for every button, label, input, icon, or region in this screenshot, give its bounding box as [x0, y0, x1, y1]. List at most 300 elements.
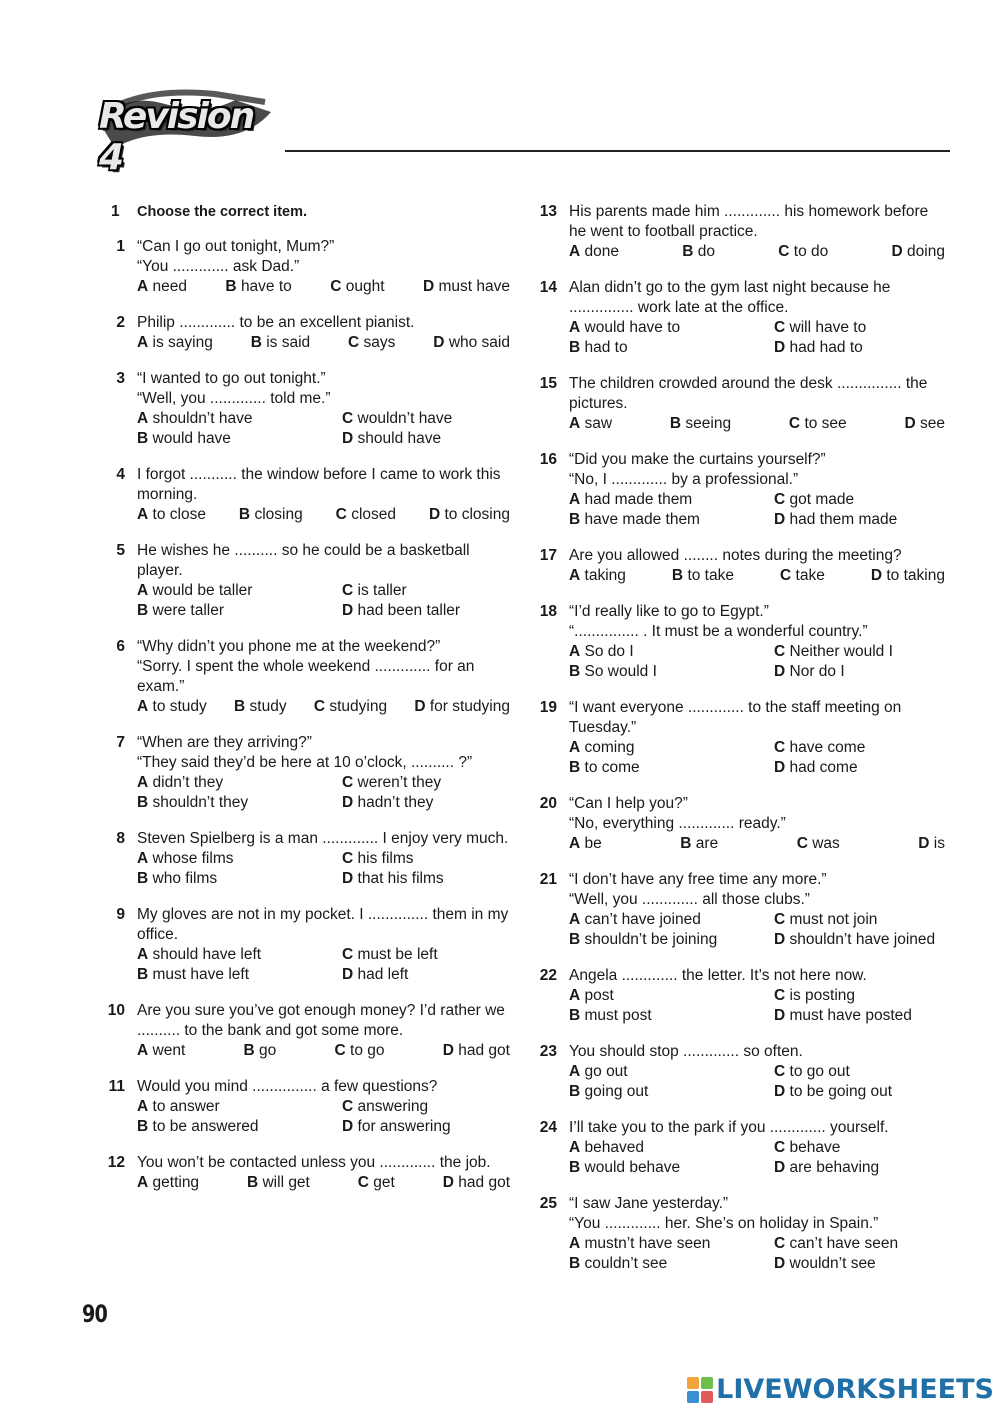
- option-text: must post: [584, 1007, 652, 1024]
- option-letter: B: [243, 1042, 255, 1059]
- option-text: should have: [357, 430, 442, 447]
- option-text: is said: [266, 334, 311, 351]
- option-b[interactable]: [569, 1158, 774, 1178]
- question-number: 16: [539, 451, 557, 468]
- option-d[interactable]: [774, 510, 945, 530]
- option-letter: A: [569, 911, 581, 928]
- option-b[interactable]: [234, 697, 287, 717]
- question-number: 19: [539, 699, 557, 716]
- question-body: [569, 966, 945, 1026]
- option-a[interactable]: [569, 738, 774, 758]
- option-c[interactable]: [335, 1041, 385, 1061]
- option-letter: D: [342, 966, 354, 983]
- option-text: had them made: [789, 511, 898, 528]
- option-letter: A: [137, 582, 149, 599]
- option-letter: B: [671, 567, 684, 584]
- option-letter: C: [342, 850, 354, 867]
- option-text: to do: [793, 243, 829, 260]
- option-letter: D: [774, 1007, 786, 1024]
- option-b[interactable]: [569, 662, 774, 682]
- option-text: to be answered: [152, 1118, 259, 1135]
- option-c[interactable]: [330, 277, 384, 297]
- option-a[interactable]: [569, 490, 774, 510]
- option-letter: B: [569, 339, 581, 356]
- option-a[interactable]: [569, 242, 619, 262]
- option-letter: D: [342, 430, 354, 447]
- right-column: [537, 202, 945, 1290]
- option-b[interactable]: [244, 1041, 277, 1061]
- option-d[interactable]: [892, 242, 945, 262]
- question-stem: “When are they arriving?” “They said they’d be here at 10 o’clock, .......... ?”: [137, 734, 473, 771]
- answer-options: [569, 318, 945, 358]
- option-letter: A: [137, 334, 149, 351]
- option-d[interactable]: [342, 429, 510, 449]
- option-a[interactable]: [137, 773, 342, 793]
- answer-options: [137, 697, 510, 717]
- question-stem: “Why didn’t you phone me at the weekend?” “Sorry. I spent the whole weekend ............. for an exam.”: [137, 638, 475, 695]
- option-letter: C: [334, 1042, 346, 1059]
- option-text: would be taller: [152, 582, 253, 599]
- option-letter: C: [788, 415, 801, 432]
- option-text: will get: [262, 1174, 310, 1191]
- question-stem: “I wanted to go out tonight.” “Well, you ............. told me.”: [137, 370, 331, 407]
- option-letter: A: [569, 319, 581, 336]
- option-letter: A: [137, 410, 149, 427]
- question-stem: He wishes he .......... so he could be a basketball player.: [137, 542, 474, 579]
- option-c[interactable]: [780, 566, 825, 586]
- option-text: were taller: [152, 602, 225, 619]
- answer-options: [137, 945, 510, 985]
- option-text: going out: [584, 1083, 649, 1100]
- option-b[interactable]: [225, 277, 291, 297]
- question-number: 18: [539, 603, 557, 620]
- option-c[interactable]: [342, 773, 510, 793]
- option-b[interactable]: [569, 1254, 774, 1274]
- option-c[interactable]: [774, 1138, 945, 1158]
- option-a[interactable]: [137, 581, 342, 601]
- option-text: is: [933, 835, 945, 852]
- option-a[interactable]: [569, 834, 602, 854]
- option-text: shouldn’t have: [152, 410, 253, 427]
- option-letter: C: [774, 491, 786, 508]
- option-c[interactable]: [348, 333, 395, 353]
- question-24: [537, 1118, 945, 1178]
- option-letter: C: [342, 774, 354, 791]
- option-d[interactable]: [774, 338, 945, 358]
- option-text: should have left: [152, 946, 262, 963]
- option-text: will have to: [789, 319, 867, 336]
- question-1: [105, 237, 510, 297]
- option-a[interactable]: [137, 505, 206, 525]
- option-letter: C: [780, 567, 792, 584]
- option-letter: D: [442, 1174, 454, 1191]
- option-d[interactable]: [443, 1041, 510, 1061]
- question-9: [105, 905, 513, 985]
- option-letter: B: [137, 602, 149, 619]
- option-letter: B: [137, 794, 149, 811]
- option-b[interactable]: [569, 510, 774, 530]
- instruction-number: 1: [111, 203, 120, 220]
- question-stem: “I don’t have any free time any more.” “Well, you ............. all those clubs.”: [569, 871, 827, 908]
- option-c[interactable]: [774, 642, 945, 662]
- option-letter: B: [225, 278, 237, 295]
- option-a[interactable]: [137, 849, 342, 869]
- option-text: is taller: [357, 582, 407, 599]
- question-stem: The children crowded around the desk ............... the pictures.: [569, 375, 932, 412]
- option-a[interactable]: [569, 318, 774, 338]
- option-text: had been taller: [357, 602, 461, 619]
- question-7: [105, 733, 510, 813]
- option-text: to close: [152, 506, 206, 523]
- answer-options: [569, 738, 945, 778]
- option-d[interactable]: [342, 965, 510, 985]
- option-a[interactable]: [137, 1173, 199, 1193]
- option-letter: C: [335, 506, 347, 523]
- question-stem: “I saw Jane yesterday.” “You ............. her. She’s on holiday in Spain.”: [569, 1195, 879, 1232]
- option-b[interactable]: [137, 965, 342, 985]
- question-5: [105, 541, 510, 621]
- option-d[interactable]: [443, 1173, 510, 1193]
- option-letter: A: [569, 835, 581, 852]
- option-letter: D: [342, 870, 354, 887]
- option-text: to see: [804, 415, 847, 432]
- option-d[interactable]: [774, 758, 945, 778]
- option-b[interactable]: [247, 1173, 310, 1193]
- option-c[interactable]: [778, 242, 828, 262]
- option-c[interactable]: [342, 849, 510, 869]
- option-letter: A: [137, 1042, 149, 1059]
- option-d[interactable]: [342, 601, 510, 621]
- option-d[interactable]: [433, 333, 510, 353]
- option-b[interactable]: [682, 242, 715, 262]
- option-b[interactable]: [569, 1082, 774, 1102]
- question-stem: Steven Spielberg is a man ............. I enjoy very much.: [137, 830, 509, 847]
- option-letter: B: [569, 1083, 581, 1100]
- option-b[interactable]: [670, 414, 731, 434]
- option-d[interactable]: [774, 1006, 945, 1026]
- answer-options: [569, 910, 945, 950]
- option-text: to closing: [444, 506, 510, 523]
- option-letter: D: [870, 567, 883, 584]
- option-letter: C: [774, 1235, 786, 1252]
- option-text: take: [795, 567, 825, 584]
- question-number: 12: [107, 1154, 125, 1171]
- option-text: saw: [584, 415, 613, 432]
- question-15: [537, 374, 945, 434]
- option-letter: C: [774, 643, 786, 660]
- option-text: had got: [458, 1174, 510, 1191]
- option-letter: D: [342, 794, 354, 811]
- option-c[interactable]: [774, 318, 945, 338]
- option-d[interactable]: [774, 1082, 945, 1102]
- option-letter: C: [342, 582, 354, 599]
- option-letter: C: [330, 278, 342, 295]
- option-c[interactable]: [342, 409, 510, 429]
- option-text: study: [249, 698, 287, 715]
- option-d[interactable]: [774, 930, 945, 950]
- option-letter: B: [246, 1174, 259, 1191]
- option-letter: C: [342, 410, 354, 427]
- option-b[interactable]: [137, 429, 342, 449]
- option-text: can’t have joined: [584, 911, 701, 928]
- option-a[interactable]: [137, 945, 342, 965]
- answer-options: [137, 849, 510, 889]
- revision-logo: [95, 78, 285, 178]
- question-body: [569, 374, 945, 434]
- option-text: would have to: [584, 319, 681, 336]
- liveworksheets-brand[interactable]: [687, 1374, 994, 1405]
- option-b[interactable]: [239, 505, 303, 525]
- question-body: [137, 313, 510, 353]
- question-body: [569, 278, 945, 358]
- option-c[interactable]: [774, 986, 945, 1006]
- option-a[interactable]: [137, 333, 213, 353]
- option-text: behave: [789, 1139, 841, 1156]
- answer-options: [137, 773, 510, 813]
- question-16: [537, 450, 945, 530]
- option-c[interactable]: [314, 697, 387, 717]
- option-text: shouldn’t be joining: [584, 931, 718, 948]
- question-body: [137, 637, 510, 717]
- option-letter: B: [137, 870, 149, 887]
- option-text: have made them: [584, 511, 700, 528]
- question-body: [569, 794, 945, 854]
- option-a[interactable]: [137, 409, 342, 429]
- option-letter: C: [796, 835, 808, 852]
- option-text: have come: [789, 739, 866, 756]
- question-6: [105, 637, 510, 717]
- question-13: [537, 202, 945, 262]
- option-c[interactable]: [774, 1234, 945, 1254]
- option-text: didn’t they: [152, 774, 224, 791]
- option-text: must be left: [357, 946, 438, 963]
- option-text: closing: [254, 506, 303, 523]
- question-18: [537, 602, 945, 682]
- option-b[interactable]: [251, 333, 310, 353]
- page-number: 90: [82, 1300, 108, 1328]
- option-text: got made: [789, 491, 855, 508]
- question-8: [105, 829, 510, 889]
- option-letter: B: [569, 1159, 581, 1176]
- question-19: [537, 698, 945, 778]
- option-a[interactable]: [569, 566, 626, 586]
- option-text: So would I: [584, 663, 657, 680]
- option-text: wouldn’t see: [789, 1255, 876, 1272]
- answer-options: [569, 1234, 945, 1274]
- option-text: are: [695, 835, 719, 852]
- question-25: [537, 1194, 945, 1274]
- option-a[interactable]: [569, 910, 774, 930]
- option-text: post: [584, 987, 614, 1004]
- option-c[interactable]: [774, 1062, 945, 1082]
- option-text: hadn’t they: [357, 794, 434, 811]
- question-stem: His parents made him ............. his homework before he went to football practice.: [569, 203, 933, 240]
- option-letter: B: [680, 835, 692, 852]
- option-text: to go: [350, 1042, 385, 1059]
- option-text: go out: [584, 1063, 628, 1080]
- option-b[interactable]: [137, 869, 342, 889]
- option-a[interactable]: [569, 986, 774, 1006]
- option-b[interactable]: [137, 793, 342, 813]
- option-text: mustn’t have seen: [584, 1235, 711, 1252]
- option-letter: D: [414, 698, 426, 715]
- option-d[interactable]: [774, 662, 945, 682]
- question-number: 4: [116, 466, 125, 483]
- option-letter: C: [313, 698, 326, 715]
- option-letter: D: [342, 602, 354, 619]
- option-text: are behaving: [789, 1159, 880, 1176]
- question-body: [569, 450, 945, 530]
- question-number: 13: [539, 203, 557, 220]
- question-stem: Would you mind ............... a few questions?: [137, 1078, 438, 1095]
- question-number: 11: [108, 1078, 125, 1095]
- option-b[interactable]: [569, 758, 774, 778]
- header-rule: [285, 150, 950, 152]
- option-d[interactable]: [342, 869, 510, 889]
- option-letter: C: [348, 334, 360, 351]
- question-number: 2: [116, 314, 125, 331]
- option-letter: B: [569, 511, 581, 528]
- option-a[interactable]: [137, 1041, 185, 1061]
- option-d[interactable]: [429, 505, 510, 525]
- instruction-text: Choose the correct item.: [137, 204, 308, 220]
- option-letter: A: [569, 987, 581, 1004]
- option-text: for answering: [357, 1118, 451, 1135]
- answer-options: [569, 242, 945, 262]
- option-text: doing: [907, 243, 945, 260]
- option-d[interactable]: [423, 277, 510, 297]
- option-text: went: [152, 1042, 186, 1059]
- option-letter: C: [774, 319, 786, 336]
- answer-options: [569, 566, 945, 586]
- option-c[interactable]: [774, 910, 945, 930]
- question-number: 3: [116, 370, 125, 387]
- option-letter: C: [342, 1098, 354, 1115]
- option-b[interactable]: [137, 601, 342, 621]
- option-letter: D: [342, 1118, 354, 1135]
- option-letter: A: [569, 643, 581, 660]
- question-number: 8: [116, 830, 125, 847]
- option-c[interactable]: [342, 1097, 510, 1117]
- option-c[interactable]: [336, 505, 396, 525]
- question-number: 20: [539, 795, 557, 812]
- question-2: [105, 313, 510, 353]
- option-d[interactable]: [918, 834, 945, 854]
- option-a[interactable]: [137, 1097, 342, 1117]
- option-d[interactable]: [414, 697, 510, 717]
- option-text: taking: [584, 567, 626, 584]
- question-body: [569, 698, 945, 778]
- option-c[interactable]: [797, 834, 840, 854]
- option-letter: D: [774, 931, 786, 948]
- question-stem: My gloves are not in my pocket. I .............. them in my office.: [137, 906, 513, 943]
- option-a[interactable]: [569, 1138, 774, 1158]
- page-header: [95, 78, 975, 178]
- question-stem: Angela ............. the letter. It’s not here now.: [569, 967, 867, 984]
- option-d[interactable]: [342, 793, 510, 813]
- option-a[interactable]: [569, 1062, 774, 1082]
- option-letter: A: [569, 243, 581, 260]
- option-text: had got: [458, 1042, 510, 1059]
- option-text: had made them: [584, 491, 693, 508]
- answer-options: [137, 409, 510, 449]
- option-c[interactable]: [774, 738, 945, 758]
- option-letter: A: [569, 1063, 581, 1080]
- option-a[interactable]: [569, 642, 774, 662]
- option-b[interactable]: [569, 1006, 774, 1026]
- question-number: 21: [539, 871, 557, 888]
- option-text: go: [259, 1042, 277, 1059]
- option-c[interactable]: [342, 945, 510, 965]
- option-d[interactable]: [774, 1254, 945, 1274]
- option-text: to take: [687, 567, 734, 584]
- option-letter: A: [137, 946, 149, 963]
- option-b[interactable]: [137, 1117, 342, 1137]
- option-letter: A: [137, 278, 149, 295]
- option-d[interactable]: [342, 1117, 510, 1137]
- question-number: 10: [107, 1002, 125, 1019]
- question-number: 25: [539, 1195, 557, 1212]
- option-letter: A: [137, 850, 149, 867]
- question-stem: “I’d really like to go to Egypt.” “............... . It must be a wonderful country.”: [569, 603, 868, 640]
- option-text: to come: [584, 759, 640, 776]
- option-b[interactable]: [680, 834, 718, 854]
- question-body: [137, 465, 510, 525]
- question-body: [137, 733, 510, 813]
- option-c[interactable]: [342, 581, 510, 601]
- question-stem: “Did you make the curtains yourself?” “No, I ............. by a professional.”: [569, 451, 826, 488]
- option-letter: D: [433, 334, 445, 351]
- option-text: done: [584, 243, 619, 260]
- option-b[interactable]: [672, 566, 734, 586]
- option-c[interactable]: [358, 1173, 395, 1193]
- option-d[interactable]: [774, 1158, 945, 1178]
- option-text: was: [812, 835, 840, 852]
- option-letter: C: [774, 1139, 786, 1156]
- question-body: [569, 870, 945, 950]
- option-text: shouldn’t have joined: [789, 931, 936, 948]
- option-text: his films: [357, 850, 414, 867]
- option-letter: D: [442, 1042, 454, 1059]
- brand-text: LIVEWORKSHEETS: [716, 1374, 994, 1405]
- option-b[interactable]: [569, 930, 774, 950]
- option-a[interactable]: [569, 414, 612, 434]
- option-letter: A: [569, 415, 581, 432]
- option-text: can’t have seen: [789, 1235, 899, 1252]
- option-c[interactable]: [789, 414, 847, 434]
- option-c[interactable]: [774, 490, 945, 510]
- answer-options: [137, 1173, 510, 1193]
- option-d[interactable]: [871, 566, 945, 586]
- question-body: [569, 1194, 945, 1274]
- option-a[interactable]: [137, 697, 207, 717]
- option-b[interactable]: [569, 338, 774, 358]
- answer-options: [137, 277, 510, 297]
- question-10: [105, 1001, 510, 1061]
- option-a[interactable]: [569, 1234, 774, 1254]
- question-stem: Are you allowed ........ notes during the meeting?: [569, 547, 902, 564]
- option-d[interactable]: [904, 414, 945, 434]
- option-text: have to: [240, 278, 292, 295]
- question-22: [537, 966, 945, 1026]
- option-letter: A: [569, 567, 581, 584]
- option-letter: D: [774, 663, 786, 680]
- option-text: is saying: [152, 334, 213, 351]
- option-a[interactable]: [137, 277, 187, 297]
- option-letter: D: [428, 506, 441, 523]
- question-body: [137, 905, 513, 985]
- option-text: to be going out: [789, 1083, 893, 1100]
